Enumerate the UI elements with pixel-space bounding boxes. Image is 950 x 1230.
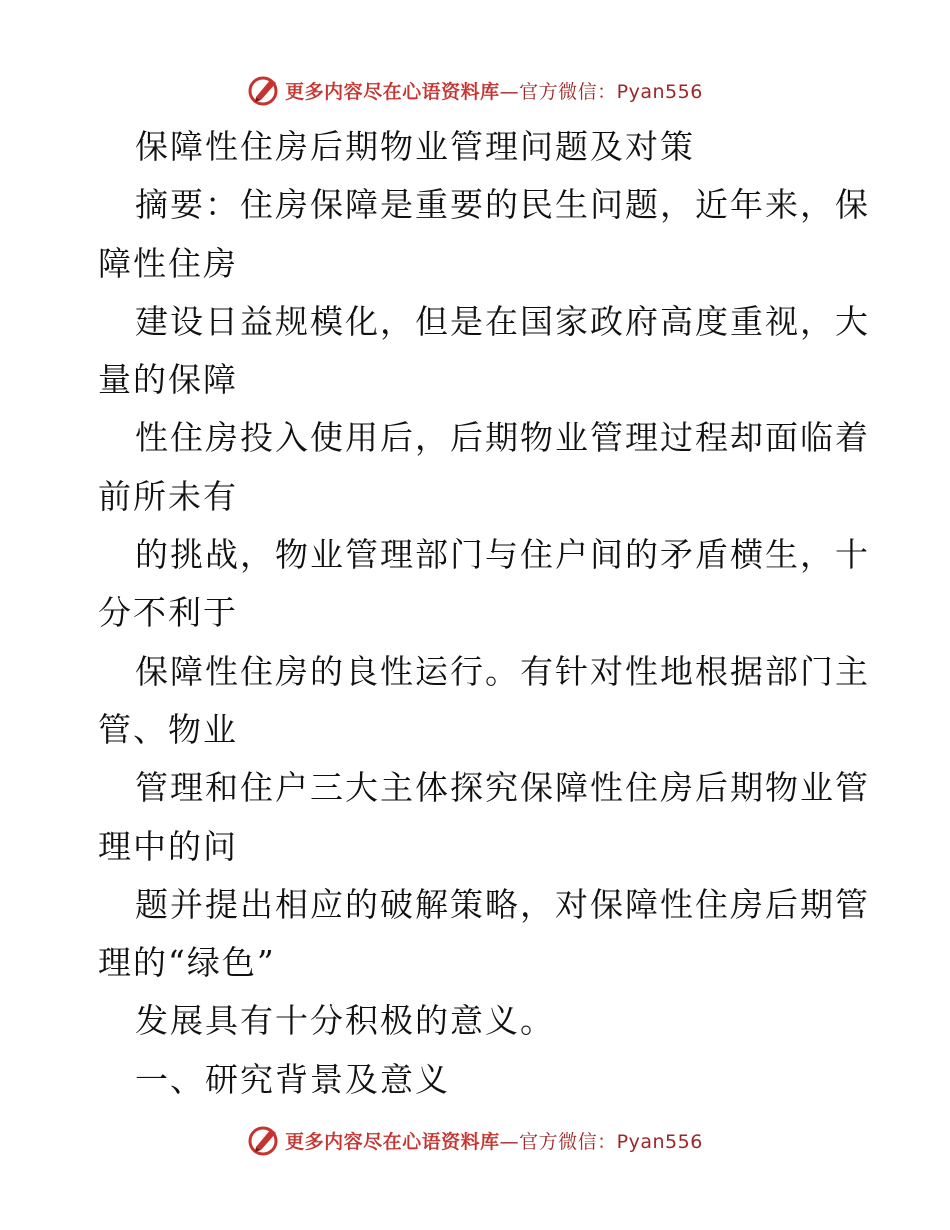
footer-watermark-text — [285, 1127, 703, 1154]
text-line: 理中的问 — [98, 826, 238, 866]
text-line: 一、研究背景及意义 — [135, 1059, 450, 1099]
header-watermark — [0, 70, 950, 110]
watermark-brand: 更多内容尽在心语资料库 — [285, 1130, 500, 1153]
pen-logo-icon — [247, 73, 281, 107]
text-line: 障性住房 — [98, 243, 238, 283]
text-line: 保障性住房的良性运行。有针对性地根据部门主 — [135, 651, 870, 691]
text-line: 性住房投入使用后，后期物业管理过程却面临着 — [135, 418, 870, 458]
text-line: 的挑战，物业管理部门与住户间的矛盾横生，十 — [135, 535, 870, 575]
text-line: 分不利于 — [98, 593, 238, 633]
text-line: 发展具有十分积极的意义。 — [135, 1001, 555, 1041]
watermark-contact: —官方微信：Pyan556 — [499, 80, 703, 103]
watermark-contact: —官方微信：Pyan556 — [499, 1130, 703, 1153]
text-line: 摘要：住房保障是重要的民生问题，近年来，保 — [135, 185, 870, 225]
text-line: 建设日益规模化，但是在国家政府高度重视，大 — [135, 301, 870, 341]
pen-logo-icon — [247, 1123, 281, 1157]
text-line: 管、物业 — [98, 709, 238, 749]
footer-watermark — [0, 1120, 950, 1160]
header-watermark-text — [285, 77, 703, 104]
text-line: 前所未有 — [98, 476, 238, 516]
text-line: 量的保障 — [98, 360, 238, 400]
document-body — [98, 118, 870, 1109]
text-line: 管理和住户三大主体探究保障性住房后期物业管 — [135, 768, 870, 808]
document-title: 保障性住房后期物业管理问题及对策 — [135, 127, 695, 166]
watermark-brand: 更多内容尽在心语资料库 — [285, 80, 500, 103]
text-line: 理的“绿色” — [98, 943, 276, 983]
text-line: 题并提出相应的破解策略，对保障性住房后期管 — [135, 884, 870, 924]
